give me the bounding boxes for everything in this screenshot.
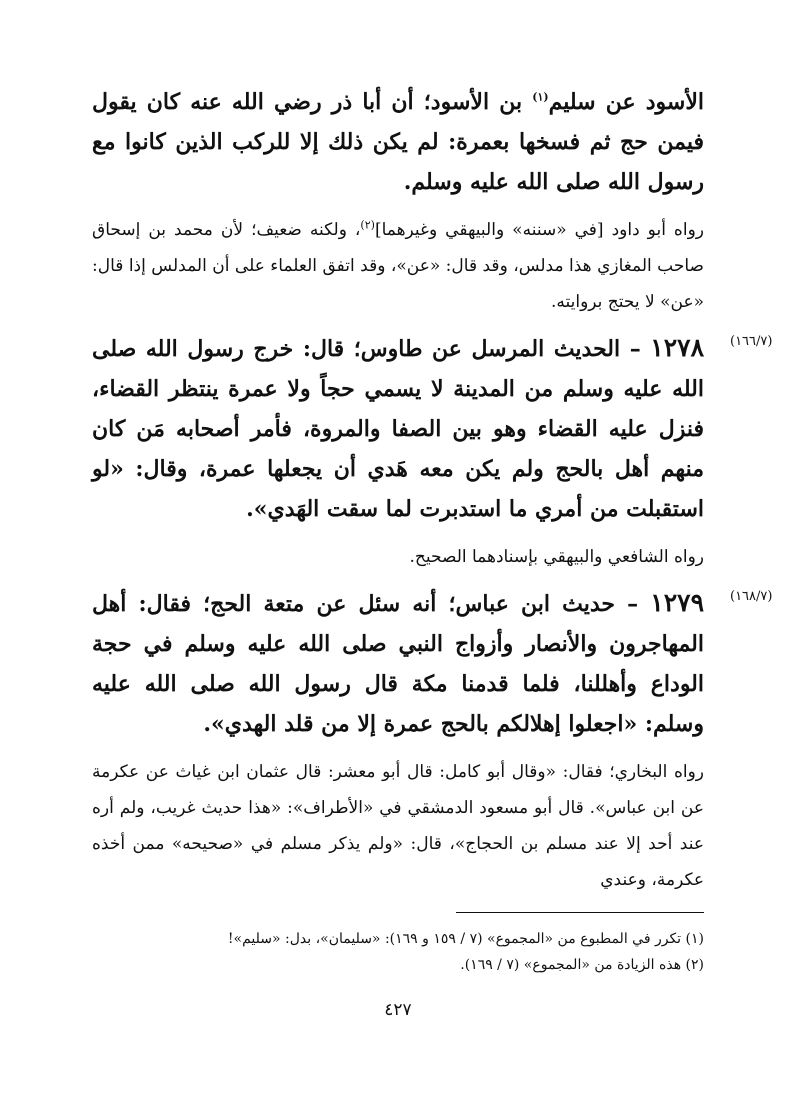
paragraph-2-rest: ، ولكنه ضعيف؛ لأن محمد بن إسحاق صاحب المغازي هذا مدلس، وقد قال: «عن»، وقد اتفق العلماء على أن المدلس إذا قال: «عن» لا يحتج بروايته. xyxy=(92,220,704,312)
footnote-divider xyxy=(456,912,704,913)
footnote-1: (١) تكرر في المطبوع من «المجموع» (٧ / ١٥٩ و ١٦٩): «سليمان»، بدل: «سليم»! xyxy=(227,931,704,947)
hadith-1279-body xyxy=(92,583,704,744)
footnote-marker-1: (١) xyxy=(532,90,549,104)
paragraph-1-rest: بن الأسود؛ أن أبا ذر رضي الله عنه كان يقول فيمن حج ثم فسخها بعمرة: لم يكن ذلك إلا للركب الذين كانوا مع رسول الله صلى الله عليه وسلم. xyxy=(92,89,704,195)
footnotes xyxy=(92,926,704,978)
hadith-1279 xyxy=(92,583,773,898)
hadith-1279-number: ١٢٧٩ xyxy=(650,588,704,617)
hadith-1278-ref: (١٦٦/٧) xyxy=(730,334,773,349)
paragraph-2 xyxy=(92,212,704,320)
footnote-2: (٢) هذه الزيادة من «المجموع» (٧ / ١٦٩). xyxy=(460,957,704,973)
hadith-1279-ref: (١٦٨/٧) xyxy=(730,589,773,604)
hadith-1278 xyxy=(92,328,773,575)
paragraph-1 xyxy=(92,82,704,202)
paragraph-2-text: رواه أبو داود [في «سننه» والبيهقي وغيرهما] xyxy=(374,220,704,240)
hadith-1278-text: – الحديث المرسل عن طاوس؛ قال: خرج رسول الله صلى الله عليه وسلم من المدينة لا يسمي حجاً ولا عمرة ينتظر القضاء، فنزل عليه القضاء وهو بين الصفا والمروة، فأمر أصحابه مَن كان منهم أهل بالحج ولم يكن معه هَدي أن يجعلها عمرة، وقال: «لو استقبلت من أمري ما استدبرت لما سقت الهَدي». xyxy=(92,336,704,522)
footnote-marker-2: (٢) xyxy=(360,218,375,232)
page-number: ٤٢٧ xyxy=(384,1000,412,1020)
hadith-1278-note: رواه الشافعي والبيهقي بإسنادهما الصحيح. xyxy=(409,547,704,567)
hadith-1278-body xyxy=(92,328,704,529)
hadith-1279-note: رواه البخاري؛ فقال: «وقال أبو كامل: قال أبو معشر: قال عثمان ابن غياث عن عكرمة عن ابن عباس». قال أبو مسعود الدمشقي في «الأطراف»: «هذا حديث غريب، ولم أره عند أحد إلا عند مسلم بن الحجاج»، قال: «ولم يذكر مسلم في «صحيحه» ممن أخذه عكرمة، وعندي xyxy=(92,762,704,890)
hadith-1278-number: ١٢٧٨ xyxy=(650,333,704,362)
hadith-1279-text: – حديث ابن عباس؛ أنه سئل عن متعة الحج؛ فقال: أهل المهاجرون والأنصار وأزواج النبي صلى الله عليه وسلم في حجة الوداع وأهللنا، فلما قدمنا مكة قال رسول الله صلى الله عليه وسلم: «اجعلوا إهلالكم بالحج عمرة إلا من قلد الهدي». xyxy=(92,591,704,737)
page-body xyxy=(92,82,773,1040)
paragraph-1-text: الأسود عن سليم xyxy=(548,89,704,115)
